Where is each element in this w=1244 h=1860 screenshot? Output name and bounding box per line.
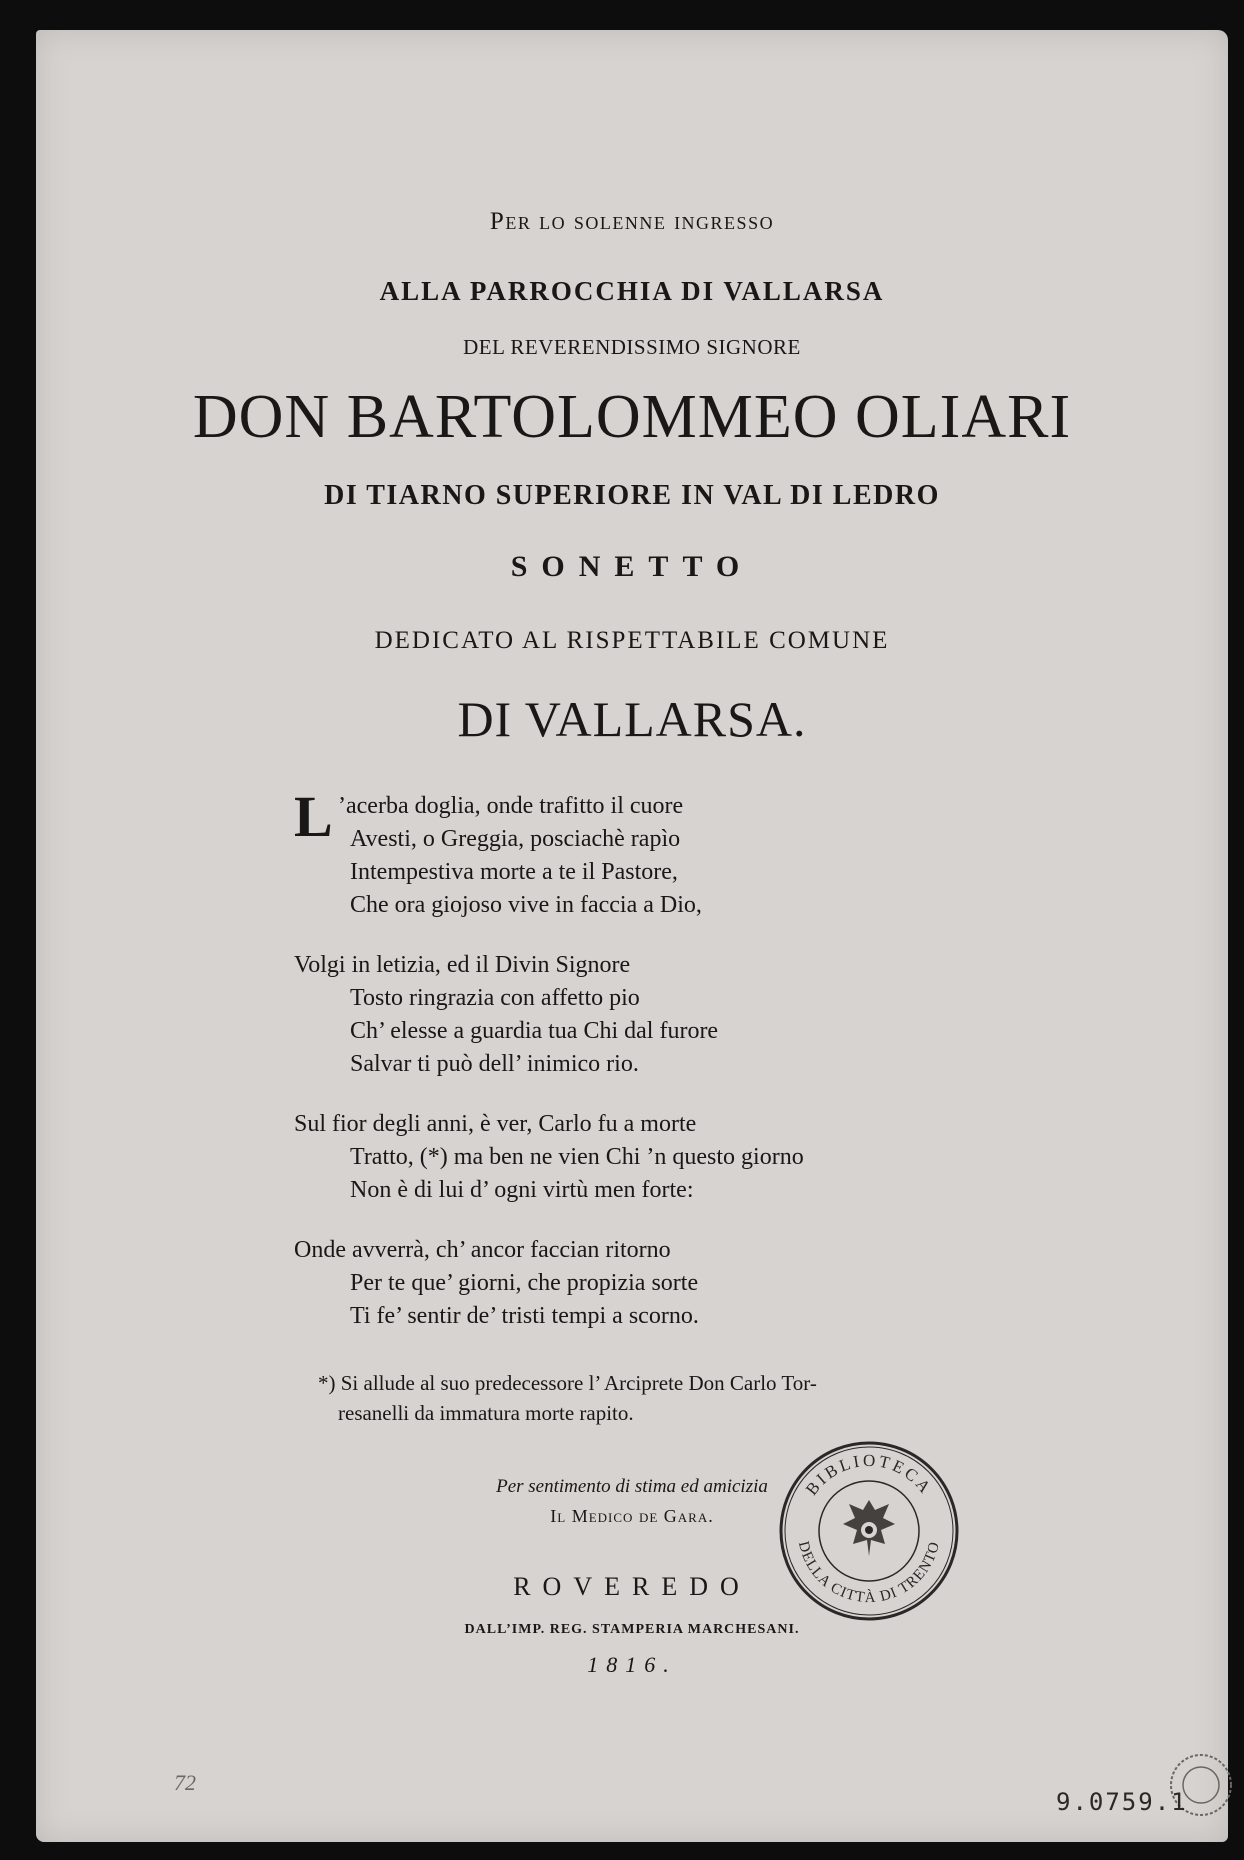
library-stamp [776, 1438, 962, 1624]
verse-line: Ch’ elesse a guardia tua Chi dal furore [350, 1018, 719, 1044]
honoree-name: DON BARTOLOMMEO OLIARI [192, 383, 1072, 451]
verse-line: Tratto, (*) ma ben ne vien Chi ’n questo giorno [350, 1144, 804, 1170]
header-line-2: ALLA PARROCCHIA DI VALLARSA [379, 276, 885, 306]
verse-line: Onde avverrà, ch’ ancor faccian ritorno [294, 1237, 671, 1263]
handwritten-number: 72 [174, 1770, 196, 1795]
footnote-line: *) Si allude al suo predecessore l’ Arciprete Don Carlo Tor- [318, 1371, 817, 1395]
verse-line: Non è di lui d’ ogni virtù men forte: [350, 1177, 694, 1203]
genre-title: SONETTO [510, 550, 754, 583]
verse-line: Avesti, o Greggia, posciachè rapìo [350, 826, 681, 852]
verse-line: Salvar ti può dell’ inimico rio. [350, 1051, 639, 1077]
eagle-emblem-icon [843, 1500, 895, 1556]
footnote [318, 1368, 960, 1428]
honoree-origin: DI TIARNO SUPERIORE IN VAL DI LEDRO [324, 480, 940, 511]
shelfmark: 9.0759.1 [1056, 1788, 1188, 1816]
signature-author: Il Medico de Gara. [550, 1506, 714, 1526]
community-line: DI VALLARSA. [457, 691, 807, 747]
verse-line: Per te que’ giorni, che propizia sorte [350, 1270, 699, 1296]
signature-dedication: Per sentimento di stima ed amicizia [496, 1476, 768, 1497]
verse-line: Che ora giojoso vive in faccia a Dio, [350, 892, 702, 918]
drop-cap: L [294, 784, 333, 849]
imprint-city: ROVEREDO [513, 1572, 751, 1601]
stamp-top-text: BIBLIOTECA [801, 1450, 937, 1499]
dedication-line: DEDICATO AL RISPETTABILE COMUNE [374, 627, 890, 654]
imprint-year: 1816. [587, 1652, 677, 1677]
imprint-printer: DALL’IMP. REG. STAMPERIA MARCHESANI. [464, 1622, 800, 1637]
verse-line: ’acerba doglia, onde trafitto il cuore [338, 793, 684, 819]
verse-line: Intempestiva morte a te il Pastore, [350, 859, 678, 885]
verse-line: Ti fe’ sentir de’ tristi tempi a scorno. [350, 1303, 699, 1329]
stamp-bottom-text: DELLA CITTÀ DI TRENTO [794, 1539, 944, 1607]
footnote-line: resanelli da immatura morte rapito. [338, 1401, 634, 1425]
header-line-3: DEL REVERENDISSIMO SIGNORE [463, 335, 801, 359]
sonnet [294, 784, 804, 1333]
verse-line: Volgi in letizia, ed il Divin Signore [294, 952, 631, 978]
header-line-1: Per lo solenne ingresso [489, 208, 775, 235]
verse-line: Sul fior degli anni, è ver, Carlo fu a morte [294, 1111, 697, 1137]
document-sheet [36, 30, 1228, 1842]
verse-line: Tosto ringrazia con affetto pio [350, 985, 640, 1011]
